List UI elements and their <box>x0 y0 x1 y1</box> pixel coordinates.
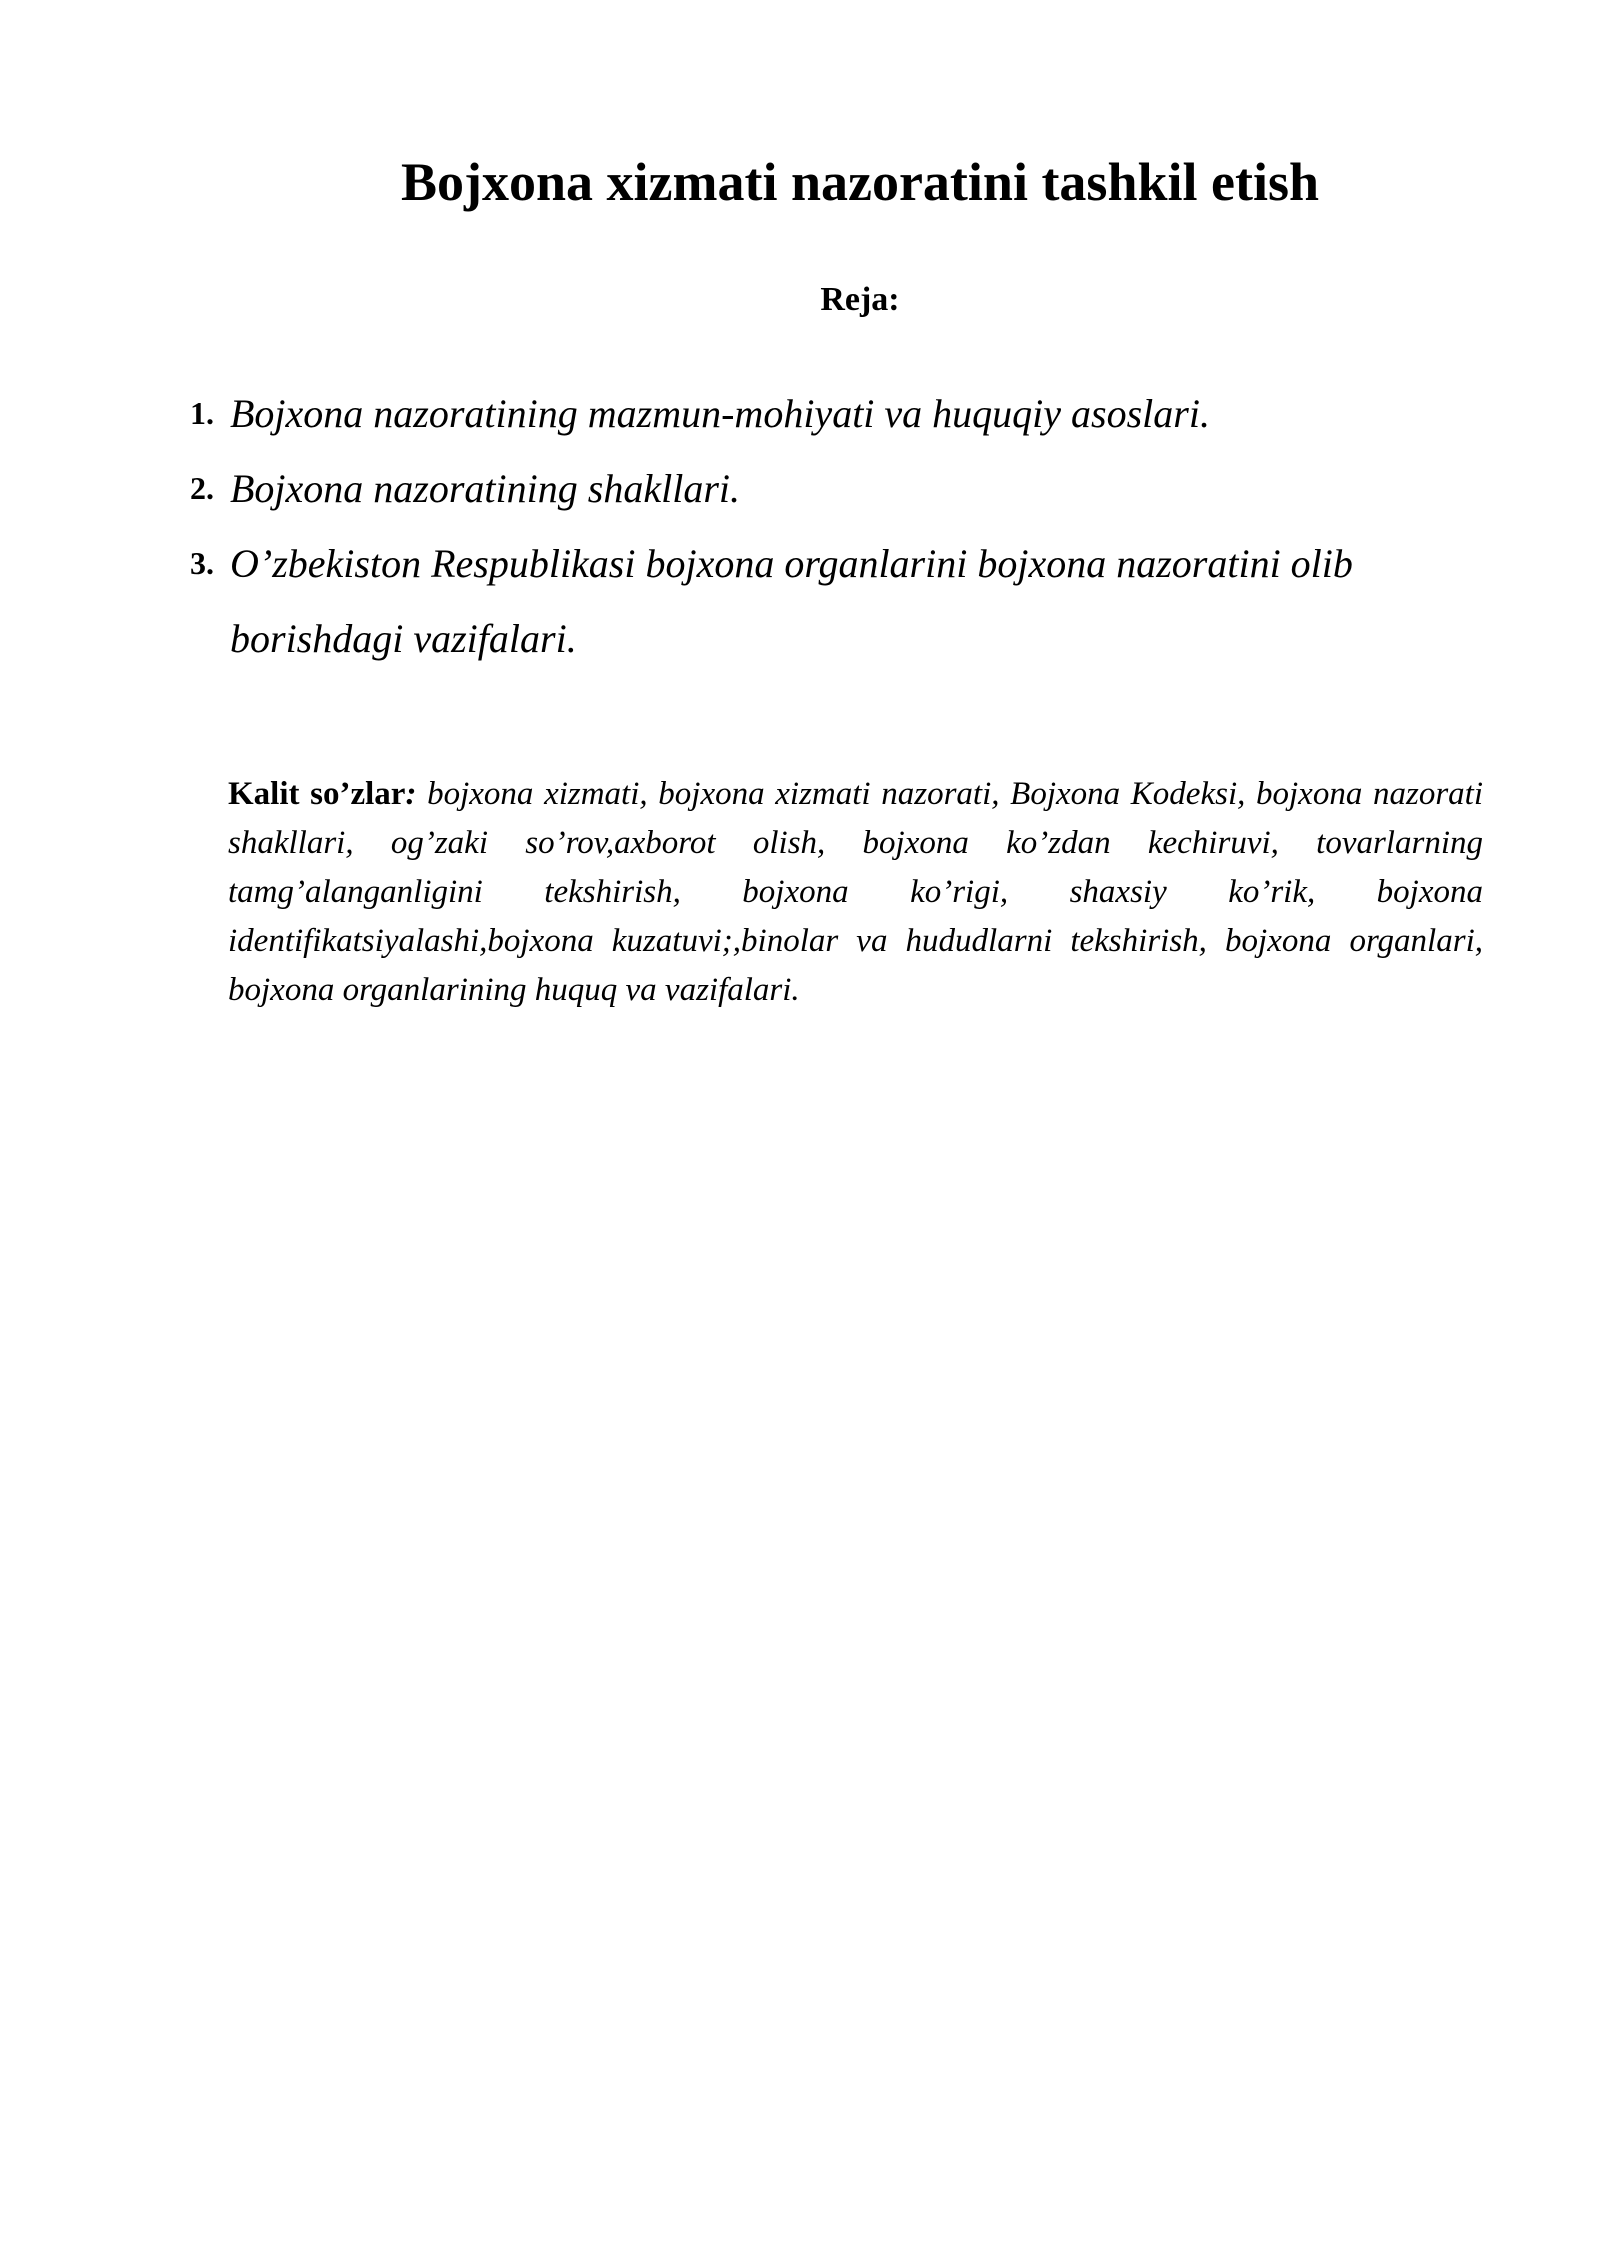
plan-item-1 <box>190 376 1510 451</box>
plan-item-3 <box>190 526 1510 676</box>
plan-item-text: Bojxona nazoratining mazmun-mohiyati va huquqiy asoslari. <box>230 391 1210 436</box>
plan-list <box>190 376 1510 676</box>
plan-item-number: 2. <box>190 470 214 506</box>
plan-item-number: 3. <box>190 545 214 581</box>
keywords-colon: : <box>405 776 417 812</box>
plan-item-text: O’zbekiston Respublikasi bojxona organlarini bojxona nazoratini olib borishdagi vazifalari. <box>230 541 1353 661</box>
keywords-text: bojxona xizmati, bojxona xizmati nazorati, Bojxona Kodeksi, bojxona nazorati shakllari, og’zaki so’rov,axborot olish, bojxona ko’zdan kechiruvi, tovarlarning tamg’alanganligini tekshirish, bojxona ko’rigi, shaxsiy ko’rik, bojxona identifikatsiyalashi,bojxona kuzatuvi;,binolar va hududlarni tekshirish, bojxona organlari, bojxona organlarining huquq va vazifalari. <box>228 776 1483 1008</box>
keywords-paragraph <box>228 770 1483 1015</box>
plan-item-2 <box>190 451 1510 526</box>
plan-heading: Reja: <box>820 281 900 318</box>
plan-item-text: Bojxona nazoratining shakllari. <box>230 466 740 511</box>
keywords-label: Kalit so’zlar <box>228 776 406 812</box>
plan-item-number: 1. <box>190 395 214 431</box>
document-title: Bojxona xizmati nazoratini tashkil etish <box>400 152 1320 212</box>
